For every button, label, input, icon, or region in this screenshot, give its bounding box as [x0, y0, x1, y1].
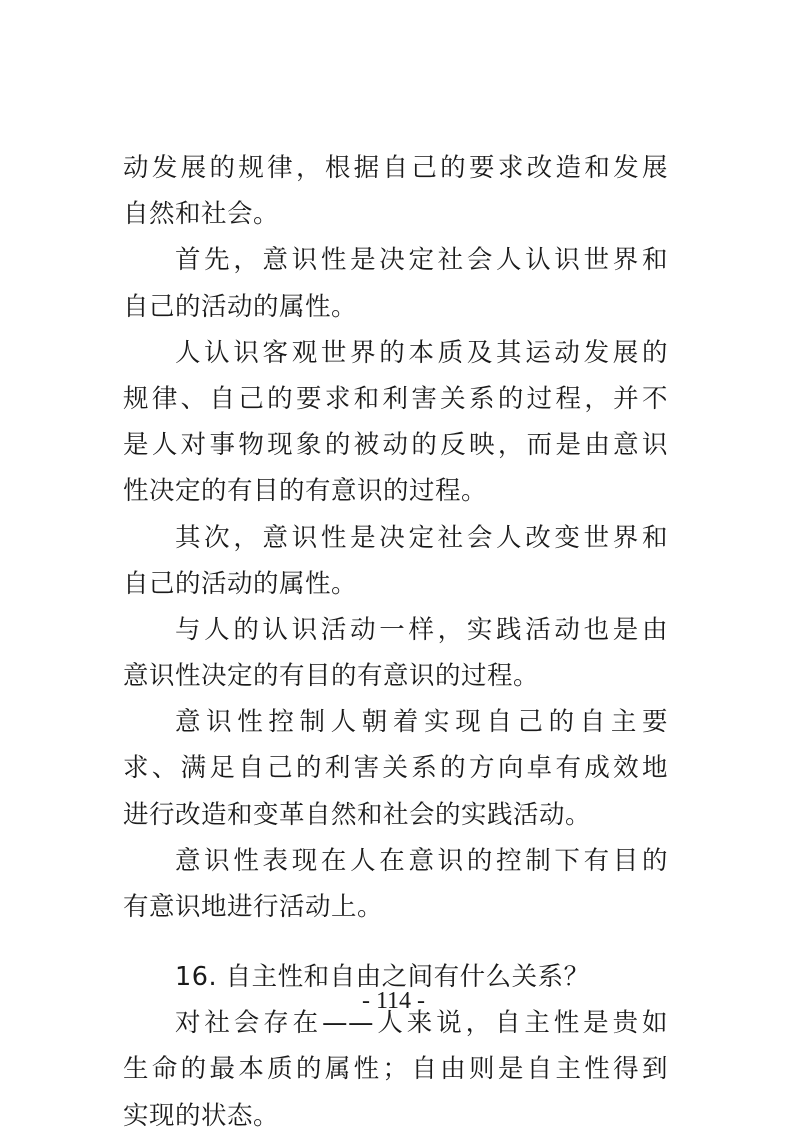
text-line: 意识性表现在人在意识的控制下有目的	[175, 845, 668, 876]
text-line: 其次，意识性是决定社会人改变世界和	[175, 522, 668, 553]
text-line: 对社会存在——人来说，自主性是贵如	[175, 1008, 668, 1039]
text-line: 自然和社会。	[123, 199, 280, 230]
text-line: 求、满足自己的利害关系的方向卓有成效地	[123, 753, 668, 784]
text-line: 实现的状态。	[123, 1100, 280, 1131]
text-line: 自己的活动的属性。	[123, 291, 358, 322]
text-line: 性决定的有目的有意识的过程。	[123, 476, 488, 507]
text-line: 首先，意识性是决定社会人认识世界和	[175, 245, 668, 276]
text-line: 生命的最本质的属性；自由则是自主性得到	[123, 1054, 668, 1085]
text-line: 是人对事物现象的被动的反映，而是由意识	[123, 430, 668, 461]
text-line: 进行改造和变革自然和社会的实践活动。	[123, 799, 592, 830]
text-line: 动发展的规律，根据自己的要求改造和发展	[123, 153, 668, 183]
text-line: 意识性控制人朝着实现自己的自主要	[175, 707, 668, 738]
page-number: - 114 -	[361, 988, 426, 1014]
text-line: 自己的活动的属性。	[123, 568, 358, 599]
text-line: 人认识客观世界的本质及其运动发展的	[175, 337, 668, 368]
text-line: 规律、自己的要求和利害关系的过程，并不	[123, 383, 668, 414]
text-line: 有意识地进行活动上。	[123, 892, 384, 922]
section-heading: 16. 自主性和自由之间有什么关系？	[175, 962, 590, 993]
text-line: 与人的认识活动一样，实践活动也是由	[175, 614, 668, 645]
section-gap	[123, 930, 668, 954]
text-line: 意识性决定的有目的有意识的过程。	[123, 661, 540, 692]
